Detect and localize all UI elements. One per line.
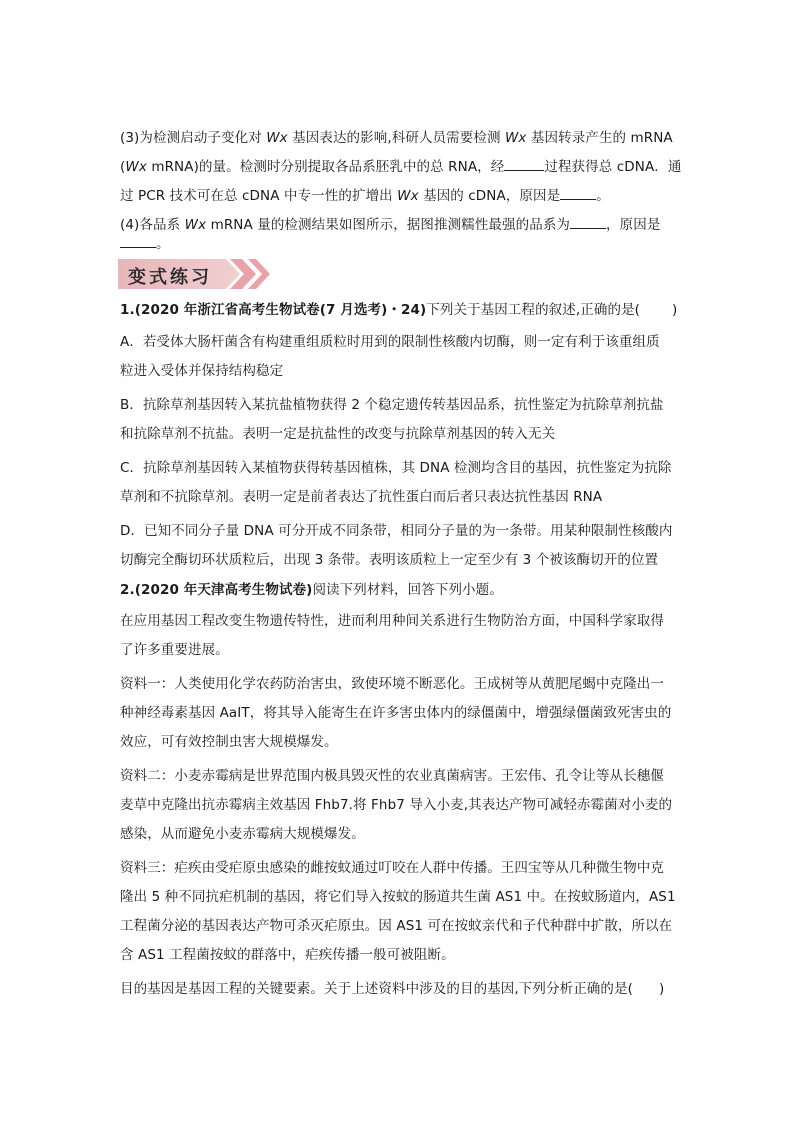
material-2: 感染，从而避免小麦赤霉病大规模爆发。 [120, 826, 365, 842]
answer-blank[interactable] [560, 187, 596, 200]
intro-text: 了许多重要进展。 [120, 642, 229, 658]
gene-wx: Wx [125, 159, 147, 175]
q3-text: 基因表达的影响,科研人员需要检测 [287, 130, 505, 146]
intro-text: 在应用基因工程改变生物遗传特性，进而利用种间关系进行生物防治方面，中国科学家取得 [120, 613, 664, 629]
option-d-cont: 切酶完全酶切环状质粒后，出现 3 条带。表明该质粒上一定至少有 3 个被该酶切开的位置 [120, 552, 659, 568]
gene-wx: Wx [504, 130, 527, 146]
question-text: ) [658, 981, 665, 997]
option-d[interactable]: D．已知不同分子量 DNA 可分开成不同条带，相同分子量的为一条带。用某种限制性核酸内 [120, 523, 673, 539]
q4-text: mRNA 量的检测结果如图所示，据图推测糯性最强的品系为 [206, 217, 571, 233]
option-a[interactable]: A．若受体大肠杆菌含有构建重组质粒时用到的限制性核酸内切酶，则一定有利于该重组质 [120, 334, 660, 350]
question-text: 目的基因是基因工程的关键要素。关于上述资料中涉及的目的基因,下列分析正确的是( [120, 981, 633, 997]
gene-wx: Wx [266, 130, 288, 146]
q4-line-1 [120, 215, 680, 235]
item-source: (2020 年天津高考生物试卷) [134, 582, 313, 598]
option-c[interactable]: C．抗除草剂基因转入某植物获得转基因植株，其 DNA 检测均含目的基因，抗性鉴定为抗除 [120, 460, 672, 476]
item-stem-text: 下列关于基因工程的叙述,正确的是( [426, 302, 641, 318]
option-b[interactable]: B．抗除草剂基因转入某抗盐植物获得 2 个稳定遗传转基因品系，抗性鉴定为抗除草剂抗盐 [120, 397, 664, 413]
q4-text: (4)各品系 [120, 217, 185, 233]
gene-wx: Wx [184, 217, 207, 233]
q3-text: 基因转录产生的 mRNA [526, 130, 673, 146]
banner-label: 变式练习 [128, 267, 212, 288]
material-1: 效应，可有效控制虫害大规模爆发。 [120, 734, 338, 750]
material-1: 资料一：人类使用化学农药防治害虫，致使环境不断恶化。王成树等从黄肥尾蝎中克隆出一 [120, 676, 664, 692]
q3-text: 。 [596, 188, 610, 204]
answer-blank[interactable] [504, 158, 544, 171]
q3-line-2 [120, 157, 680, 177]
option-c-cont: 草剂和不抗除草剂。表明一定是前者表达了抗性蛋白而后者只表达抗性基因 RNA [120, 489, 603, 505]
item2-stem [120, 580, 680, 600]
q3-text: 过 PCR 技术可在总 cDNA 中专一性的扩增出 [120, 188, 398, 204]
section-banner [118, 257, 270, 291]
q4-text: ，原因是 [606, 217, 661, 233]
item-stem-text: ) [672, 302, 678, 318]
answer-blank[interactable] [120, 235, 156, 248]
material-3: 隆出 5 种不同抗疟机制的基因，将它们导入按蚊的肠道共生菌 AS1 中。在按蚊肠道内，AS1 [120, 889, 676, 905]
item2-question [120, 979, 680, 999]
answer-blank[interactable] [570, 216, 606, 229]
material-3: 资料三：疟疾由受疟原虫感染的雌按蚊通过叮咬在人群中传播。王四宝等从几种微生物中克 [120, 860, 664, 876]
item-stem-text: 阅读下列材料，回答下列小题。 [312, 582, 503, 598]
q3-text: ( [120, 159, 126, 175]
material-2: 资料二：小麦赤霉病是世界范围内极具毁灭性的农业真菌病害。王宏伟、孔令让等从长穗偃 [120, 768, 664, 784]
q4-line-2 [120, 234, 680, 254]
material-1: 种神经毒素基因 AaIT，将其导入能寄生在许多害虫体内的绿僵菌中，增强绿僵菌致死害虫的 [120, 705, 672, 721]
q3-text: mRNA)的量。检测时分别提取各品系胚乳中的总 RNA，经 [146, 159, 505, 175]
item1-stem [120, 300, 680, 320]
q3-text: 基因的 cDNA，原因是 [418, 188, 561, 204]
option-a-cont: 粒进入受体并保持结构稳定 [120, 363, 284, 379]
option-b-cont: 和抗除草剂不抗盐。表明一定是抗盐性的改变与抗除草剂基因的转入无关 [120, 426, 556, 442]
material-2: 麦草中克隆出抗赤霉病主效基因 Fhb7.将 Fhb7 导入小麦,其表达产物可减轻赤霉菌对小麦的 [120, 797, 673, 813]
q4-text: 。 [156, 236, 170, 252]
material-3: 含 AS1 工程菌按蚊的群落中，疟疾传播一般可被阻断。 [120, 947, 455, 963]
material-3: 工程菌分泌的基因表达产物可杀灭疟原虫。因 AS1 可在按蚊亲代和子代种群中扩散，所以在 [120, 918, 673, 934]
q3-line-1 [120, 128, 680, 148]
item-number: 2. [120, 582, 135, 598]
gene-wx: Wx [397, 188, 419, 204]
item-number: 1. [120, 302, 135, 318]
q3-line-3 [120, 186, 680, 206]
q3-text: 过程获得总 cDNA．通 [544, 159, 682, 175]
q3-text: (3)为检测启动子变化对 [120, 130, 267, 146]
item-source: (2020 年浙江省高考生物试卷(7 月选考)・24) [134, 302, 427, 318]
